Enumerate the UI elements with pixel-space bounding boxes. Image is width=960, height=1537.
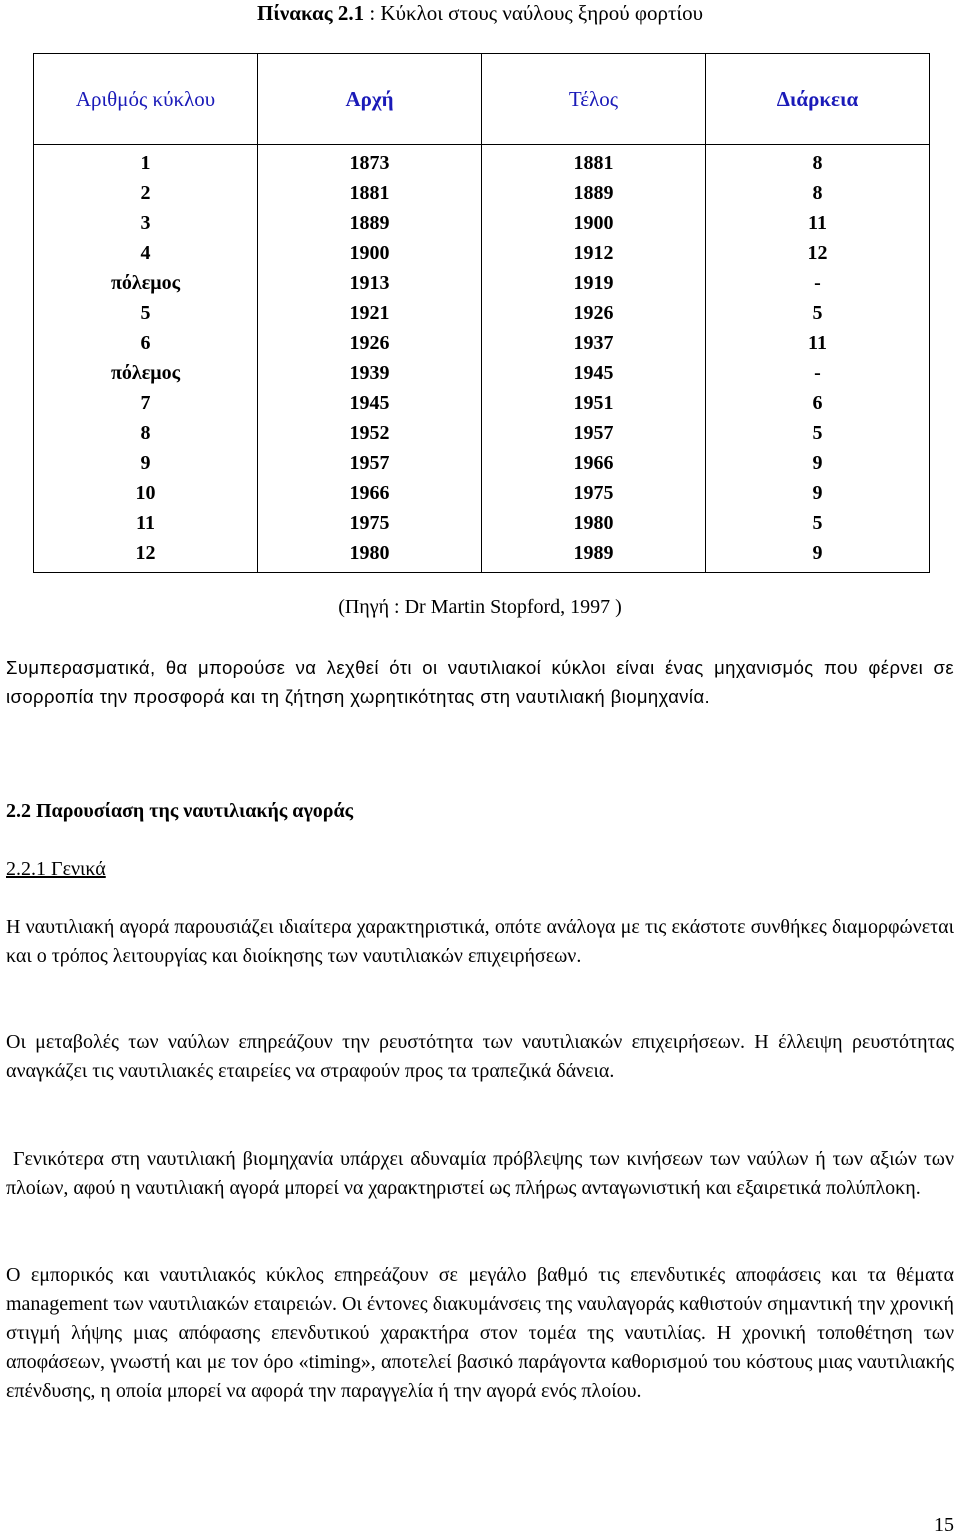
cell-duration: - (706, 268, 930, 298)
table-row (34, 478, 930, 508)
table-row (34, 238, 930, 268)
cell-start: 1966 (258, 478, 482, 508)
cell-start: 1952 (258, 418, 482, 448)
cell-end: 1900 (482, 208, 706, 238)
cell-cycle: 2 (34, 178, 258, 208)
body-paragraph-1: Η ναυτιλιακή αγορά παρουσιάζει ιδιαίτερα χαρακτηριστικά, οπότε ανάλογα με τις εκάστοτε συνθήκες διαμορφώνεται και ο τρόπος λειτουργίας και διοίκησης των ναυτιλιακών επιχειρήσεων. (6, 916, 954, 967)
cell-end: 1912 (482, 238, 706, 268)
cell-start: 1889 (258, 208, 482, 238)
table-row (34, 208, 930, 238)
cell-duration: 11 (706, 328, 930, 358)
cell-duration: 5 (706, 418, 930, 448)
table-caption (0, 0, 960, 26)
cell-end: 1951 (482, 388, 706, 418)
table-caption-label: Πίνακας 2.1 (257, 1, 365, 25)
table-row (34, 178, 930, 208)
table-row (34, 448, 930, 478)
cell-cycle: 4 (34, 238, 258, 268)
header-end: Τέλος (482, 54, 706, 145)
page-number: 15 (934, 1514, 954, 1536)
cell-cycle: 10 (34, 478, 258, 508)
cell-duration: 9 (706, 538, 930, 573)
table-row (34, 145, 930, 179)
body-paragraph-2: Οι μεταβολές των ναύλων επηρεάζουν την ρευστότητα των ναυτιλιακών επιχειρήσεων. Η έλλειψη ρευστότητας αναγκάζει τις ναυτιλιακές εταιρείες να στραφούν προς τα τραπεζικά δάνεια. (6, 1031, 954, 1082)
table-row (34, 418, 930, 448)
cell-duration: 6 (706, 388, 930, 418)
cell-start: 1873 (258, 145, 482, 179)
cell-cycle: 7 (34, 388, 258, 418)
cell-end: 1945 (482, 358, 706, 388)
cell-start: 1957 (258, 448, 482, 478)
cell-start: 1900 (258, 238, 482, 268)
cell-start: 1913 (258, 268, 482, 298)
cell-start: 1921 (258, 298, 482, 328)
table-row (34, 538, 930, 573)
cell-cycle: 3 (34, 208, 258, 238)
section-heading: 2.2 Παρουσίαση της ναυτιλιακής αγοράς (6, 800, 354, 822)
cell-cycle: πόλεμος (34, 268, 258, 298)
cell-end: 1937 (482, 328, 706, 358)
cell-duration: 11 (706, 208, 930, 238)
table-row (34, 298, 930, 328)
cell-end: 1966 (482, 448, 706, 478)
header-cycle-number: Αριθμός κύκλου (34, 54, 258, 145)
cell-end: 1957 (482, 418, 706, 448)
cell-start: 1975 (258, 508, 482, 538)
subsection-heading: 2.2.1 Γενικά (6, 858, 106, 880)
table-row (34, 508, 930, 538)
cell-cycle: 5 (34, 298, 258, 328)
cell-end: 1889 (482, 178, 706, 208)
cell-cycle: 11 (34, 508, 258, 538)
cell-end: 1919 (482, 268, 706, 298)
cell-cycle: 8 (34, 418, 258, 448)
cell-cycle: πόλεμος (34, 358, 258, 388)
cell-duration: - (706, 358, 930, 388)
freight-cycles-table (33, 53, 930, 573)
cell-cycle: 12 (34, 538, 258, 573)
table-row (34, 358, 930, 388)
cell-end: 1926 (482, 298, 706, 328)
cell-duration: 9 (706, 448, 930, 478)
header-start: Αρχή (258, 54, 482, 145)
cell-start: 1926 (258, 328, 482, 358)
cell-duration: 12 (706, 238, 930, 268)
cell-start: 1945 (258, 388, 482, 418)
cell-start: 1881 (258, 178, 482, 208)
cell-end: 1980 (482, 508, 706, 538)
cell-cycle: 9 (34, 448, 258, 478)
cell-end: 1881 (482, 145, 706, 179)
cell-start: 1939 (258, 358, 482, 388)
table-caption-text: : Κύκλοι στους ναύλους ξηρού φορτίου (364, 1, 703, 25)
conclusion-paragraph: Συμπερασματικά, θα μπορούσε να λεχθεί ότι οι ναυτιλιακοί κύκλοι είναι ένας μηχανισμός που φέρνει σε ισορροπία την προσφορά και τη ζήτηση χωρητικότητας στη ναυτιλιακή βιομηχανία. (6, 657, 954, 707)
body-paragraph-3: Γενικότερα στη ναυτιλιακή βιομηχανία υπάρχει αδυναμία πρόβλεψης των κινήσεων των ναύλων ή των αξιών των πλοίων, αφού η ναυτιλιακή αγορά μπορεί να χαρακτηριστεί ως πλήρως ανταγωνιστική και εξαιρετικά πολύπλοκη. (6, 1148, 960, 1199)
cell-duration: 5 (706, 298, 930, 328)
cell-duration: 8 (706, 145, 930, 179)
cell-duration: 5 (706, 508, 930, 538)
header-duration: Διάρκεια (706, 54, 930, 145)
cell-start: 1980 (258, 538, 482, 573)
cell-cycle: 6 (34, 328, 258, 358)
cell-end: 1975 (482, 478, 706, 508)
table-row (34, 328, 930, 358)
table-header-row (34, 54, 930, 145)
cell-cycle: 1 (34, 145, 258, 179)
cell-duration: 9 (706, 478, 930, 508)
body-paragraph-4: Ο εμπορικός και ναυτιλιακός κύκλος επηρεάζουν σε μεγάλο βαθμό τις επενδυτικές αποφάσεις και τα θέματα management των ναυτιλιακών εταιρειών. Οι έντονες διακυμάνσεις της ναυλαγοράς καθιστούν σημαντική την χρονική στιγμή λήψης μιας απόφασης επενδυτικού χαρακτήρα στον τομέα της ναυτιλίας. Η χρονική τοποθέτηση των αποφάσεων, γνωστή και με τον όρο «timing», αποτελεί βασικό παράγοντα καθορισμού του κόστους μιας ναυτιλιακής επένδυσης, η οποία μπορεί να αφορά την παραγγελία ή την αγορά ενός πλοίου. (6, 1264, 954, 1402)
cell-duration: 8 (706, 178, 930, 208)
table-row (34, 388, 930, 418)
source-note: (Πηγή : Dr Martin Stopford, 1997 ) (338, 596, 622, 618)
table-row (34, 268, 930, 298)
cell-end: 1989 (482, 538, 706, 573)
